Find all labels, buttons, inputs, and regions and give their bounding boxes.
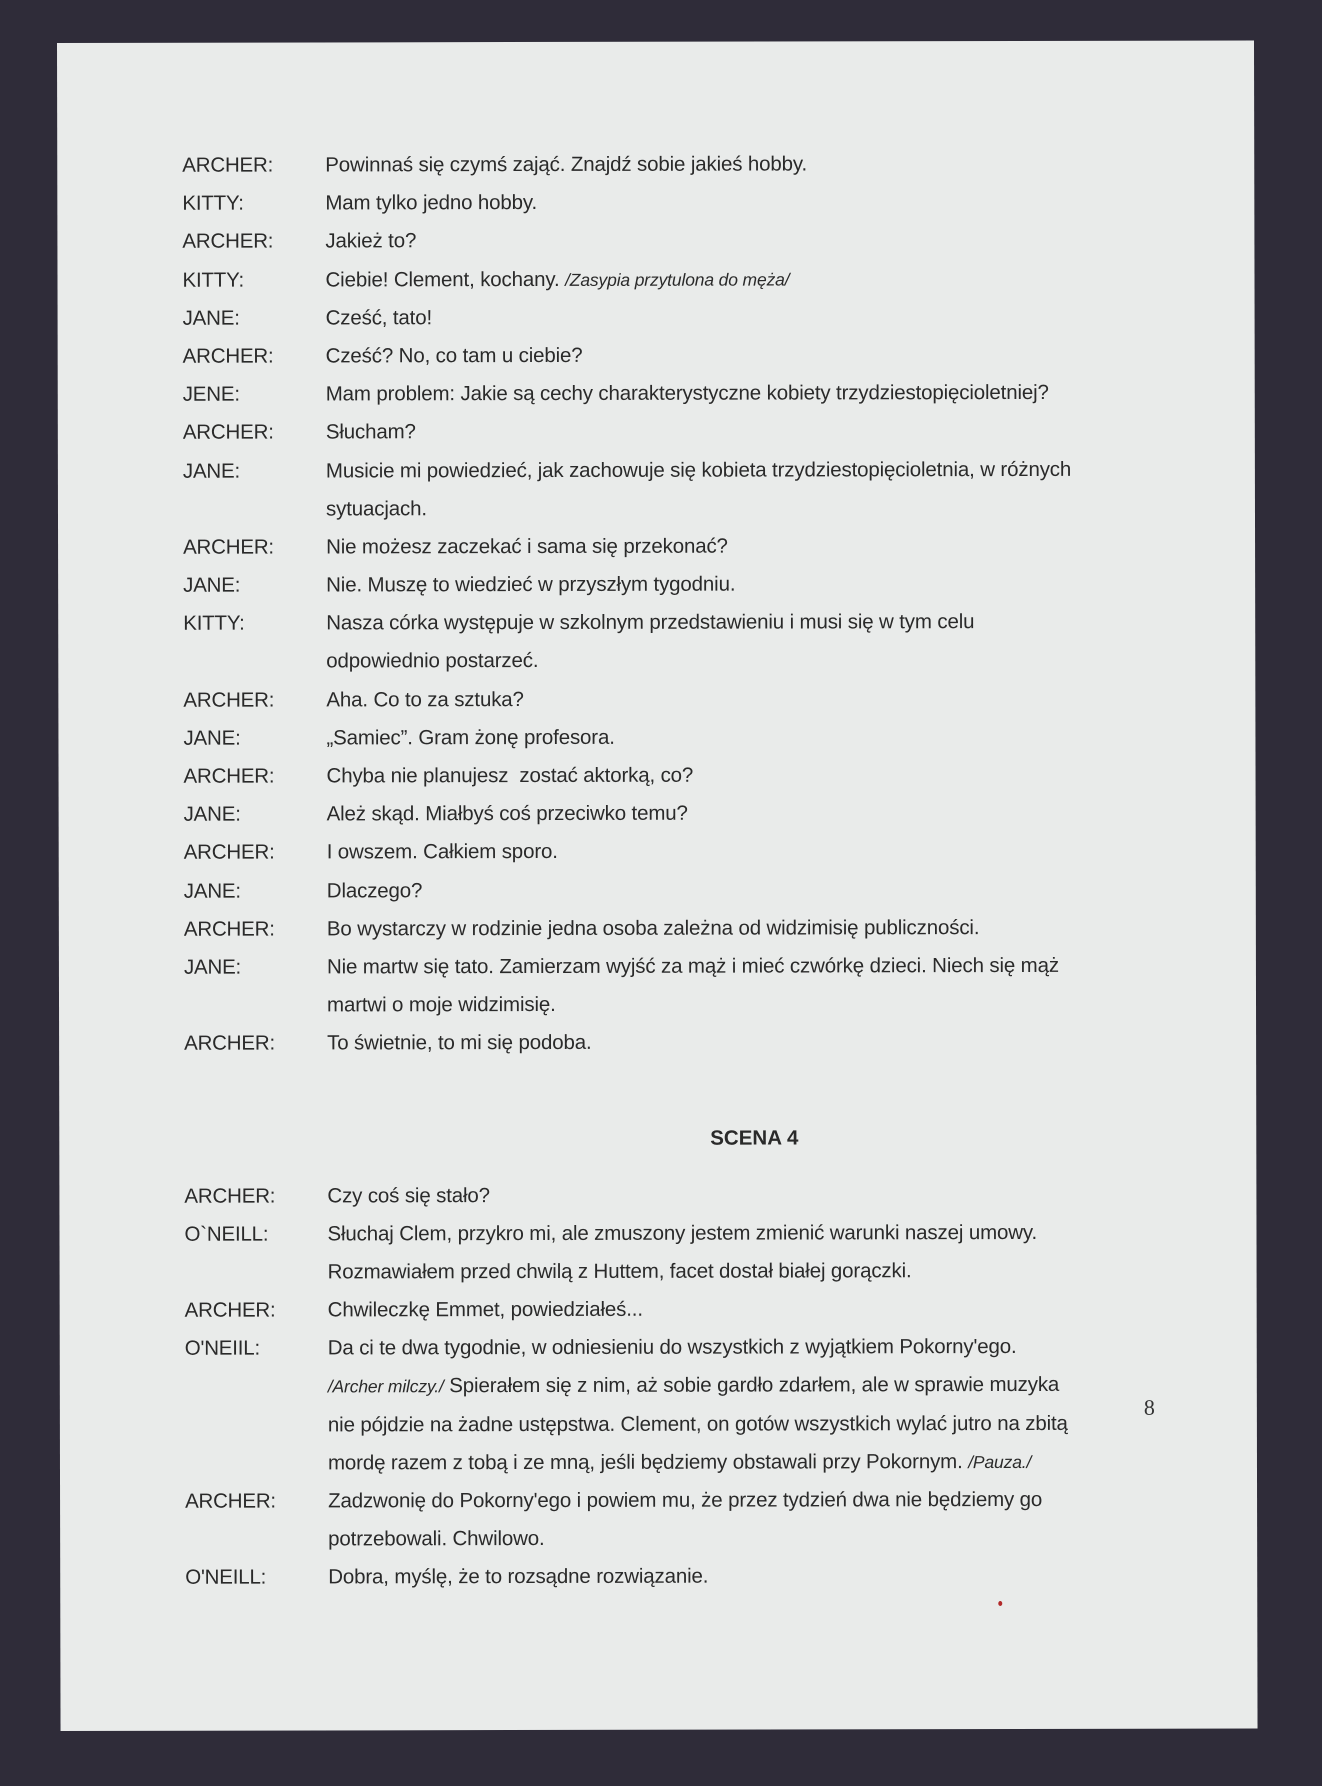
dialogue-text (327, 794, 1204, 834)
spoken-text: Słuchaj Clem, przykro mi, ale zmuszony jestem zmienić warunki naszej umowy. (327, 1220, 1038, 1246)
spoken-text: Cześć? No, co tam u ciebie? (325, 343, 583, 368)
spoken-text: Nie. Muszę to wiedzieć w przyszłym tygodniu. (326, 572, 736, 597)
spoken-text: To świetnie, to mi się podoba. (327, 1031, 592, 1055)
speaker-name: ARCHER: (182, 153, 274, 177)
spoken-text: Da ci te dwa tygodnie, w odniesieniu do wszystkich z wyjątkiem Pokorny'ego. (327, 1335, 1017, 1360)
dialogue-text (325, 221, 1202, 261)
scene-heading: SCENA 4 (710, 1125, 799, 1150)
dialogue-text (325, 145, 1202, 185)
dialogue-text (325, 183, 1202, 223)
dialogue-text (326, 756, 1203, 796)
speaker-name: JENE: (182, 382, 240, 406)
spoken-text: martwi o moje widzimisię. (326, 993, 556, 1017)
dialogue-line (185, 1481, 1205, 1521)
dialogue-text (326, 526, 1203, 566)
dialogue-line (183, 717, 1203, 757)
dialogue-text (325, 259, 1202, 299)
dialogue-line (183, 412, 1203, 452)
speaker-name: ARCHER: (182, 344, 274, 368)
dialogue-text (327, 1213, 1204, 1253)
dialogue-line (184, 1175, 1204, 1215)
speaker-name: ARCHER: (183, 535, 274, 559)
dialogue-line (184, 908, 1204, 948)
dialogue-text (326, 717, 1203, 757)
stage-direction: /Archer milczy./ (327, 1376, 444, 1397)
dialogue-line (182, 145, 1202, 185)
spoken-text: Bo wystarczy w rodzinie jedna osoba zależna od widzimisię publiczności. (326, 915, 980, 941)
page-number: 8 (1143, 1394, 1155, 1420)
dialogue-text (326, 374, 1203, 414)
dialogue-line (184, 832, 1204, 872)
dialogue-text (327, 1023, 1204, 1063)
speaker-name: ARCHER: (182, 229, 274, 254)
speaker-name: JANE: (182, 306, 240, 330)
speaker-name: ARCHER: (184, 1184, 276, 1208)
spoken-text: Spierałem się z nim, aż sobie gardło zdarłem, ale w sprawie muzyka (443, 1373, 1060, 1398)
dialogue-line (183, 374, 1203, 414)
spoken-text: Dlaczego? (326, 878, 423, 902)
speaker-name: O'NEILL: (185, 1565, 267, 1590)
dialogue-continuation (183, 488, 1203, 528)
spoken-text: I owszem. Całkiem sporo. (326, 840, 558, 864)
dialogue-line (184, 947, 1204, 987)
dialogue-line (185, 1328, 1205, 1368)
spoken-text: Słucham? (325, 420, 416, 444)
dialogue-text (326, 297, 1203, 337)
speaker-name: O'NEIIL: (184, 1336, 260, 1360)
dialogue-text (326, 565, 1203, 605)
dialogue-line (182, 259, 1202, 299)
dialogue-text (328, 1519, 1205, 1559)
dialogue-line (183, 297, 1203, 337)
spoken-text: Chwileczkę Emmet, powiedziałeś... (327, 1297, 643, 1322)
dialogue-line (183, 756, 1203, 796)
speaker-name: JANE: (183, 879, 241, 903)
speaker-name: ARCHER: (185, 1489, 276, 1513)
speaker-name: KITTY: (183, 611, 245, 635)
dialogue-line (184, 1023, 1204, 1063)
dialogue-text (327, 1175, 1204, 1215)
dialogue-line (184, 870, 1204, 910)
spoken-text: sytuacjach. (325, 496, 427, 521)
dialogue-text (328, 1442, 1205, 1482)
dialogue-text (328, 1328, 1205, 1368)
dialogue-line (183, 526, 1203, 566)
dialogue-text (326, 603, 1203, 643)
dialogue-line (185, 1557, 1205, 1597)
speaker-name: ARCHER: (183, 764, 275, 788)
spoken-text: Mam tylko jedno hobby. (325, 191, 538, 215)
stage-direction: /Pauza./ (968, 1451, 1032, 1472)
dialogue-text (328, 1251, 1205, 1291)
dialogue-text (326, 679, 1203, 719)
dialogue-text (326, 488, 1203, 528)
dialogue-line (183, 336, 1203, 376)
dialogue-continuation (183, 641, 1203, 681)
dialogue-text (328, 1557, 1205, 1597)
dialogue-text (326, 412, 1203, 452)
dialogue-text (326, 450, 1203, 490)
dialogue-text (328, 1481, 1205, 1521)
spoken-text: mordę razem z tobą i ze mną, jeśli będziemy obstawali przy Pokornym. (327, 1449, 969, 1475)
dialogue-continuation (185, 1366, 1205, 1406)
speaker-name: O`NEILL: (184, 1222, 269, 1246)
spoken-text: Powinnaś się czymś zająć. Znajdź sobie jakieś hobby. (325, 152, 808, 177)
scene-3-dialogue (182, 145, 1204, 1064)
dialogue-line (184, 1213, 1204, 1253)
script-body (182, 145, 1205, 1598)
dialogue-line (182, 221, 1202, 261)
dialogue-line (183, 450, 1203, 490)
spoken-text: Jakież to? (325, 229, 417, 253)
dialogue-line (184, 794, 1204, 834)
spoken-text: Nie możesz zaczekać i sama się przekonać? (326, 534, 728, 559)
speaker-name: JANE: (183, 955, 242, 979)
dialogue-text (328, 1290, 1205, 1330)
dialogue-continuation (185, 1251, 1205, 1291)
dialogue-text (326, 641, 1203, 681)
dialogue-line (183, 679, 1203, 719)
spoken-text: „Samiec”. Gram żonę profesora. (326, 725, 615, 750)
dialogue-text (327, 947, 1204, 987)
spoken-text: Ciebie! Clement, kochany. (325, 267, 566, 292)
speaker-name: JANE: (183, 573, 241, 597)
dialogue-line (183, 565, 1203, 605)
spoken-text: Aha. Co to za sztuka? (326, 687, 524, 712)
speaker-name: JANE: (183, 802, 241, 826)
ink-speck (998, 1601, 1002, 1606)
spoken-text: nie pójdzie na żadne ustępstwa. Clement, on gotów wszystkich wylać jutro na zbitą (327, 1411, 1068, 1437)
speaker-name: ARCHER: (183, 840, 275, 865)
dialogue-text (328, 1366, 1205, 1406)
stage-direction: /Zasypia przytulona do męża/ (565, 269, 790, 290)
speaker-name: ARCHER: (184, 1031, 275, 1056)
spoken-text: Zadzwonię do Pokorny'ego i powiem mu, że przez tydzień dwa nie będziemy go (328, 1487, 1043, 1513)
dialogue-continuation (184, 985, 1204, 1025)
speaker-name: KITTY: (182, 268, 244, 292)
dialogue-continuation (185, 1404, 1205, 1444)
spoken-text: Dobra, myślę, że to rozsądne rozwiązanie. (328, 1565, 709, 1589)
spoken-text: Nie martw się tato. Zamierzam wyjść za mąż i mieć czwórkę dzieci. Niech się mąż (326, 953, 1059, 979)
dialogue-line (185, 1290, 1205, 1330)
spoken-text: odpowiednio postarzeć. (326, 649, 539, 673)
scene-4-dialogue (184, 1175, 1205, 1597)
dialogue-text (327, 985, 1204, 1025)
spacer (184, 1061, 1204, 1101)
dialogue-continuation (185, 1442, 1205, 1482)
spoken-text: Nasza córka występuje w szkolnym przedstawieniu i musi się w tym celu (326, 610, 975, 635)
spoken-text: Rozmawiałem przed chwilą z Huttem, facet dostał białej gorączki. (327, 1259, 912, 1284)
spoken-text: Czy coś się stało? (327, 1183, 490, 1207)
dialogue-text (327, 908, 1204, 948)
dialogue-continuation (185, 1519, 1205, 1559)
dialogue-text (327, 832, 1204, 872)
dialogue-line (182, 183, 1202, 223)
dialogue-text (328, 1404, 1205, 1444)
dialogue-text (326, 336, 1203, 376)
speaker-name: ARCHER: (183, 688, 275, 712)
speaker-name: JANE: (183, 726, 241, 750)
spoken-text: potrzebowali. Chwilowo. (328, 1527, 545, 1551)
spoken-text: Cześć, tato! (325, 305, 433, 330)
dialogue-text (327, 870, 1204, 910)
speaker-name: KITTY: (182, 191, 244, 215)
speaker-name: JANE: (182, 459, 241, 483)
spoken-text: Musicie mi powiedzieć, jak zachowuje się kobieta trzydziestopięcioletnia, w różnych (325, 457, 1072, 482)
speaker-name: ARCHER: (183, 917, 275, 941)
speaker-name: ARCHER: (184, 1298, 276, 1322)
dialogue-line (183, 603, 1203, 643)
script-page (57, 40, 1258, 1731)
spoken-text: Chyba nie planujesz zostać aktorką, co? (326, 763, 694, 788)
spoken-text: Ależ skąd. Miałbyś coś przeciwko temu? (326, 801, 688, 826)
speaker-name: ARCHER: (182, 420, 274, 445)
spoken-text: Mam problem: Jakie są cechy charakterystyczne kobiety trzydziestopięcioletniej? (325, 381, 1049, 406)
